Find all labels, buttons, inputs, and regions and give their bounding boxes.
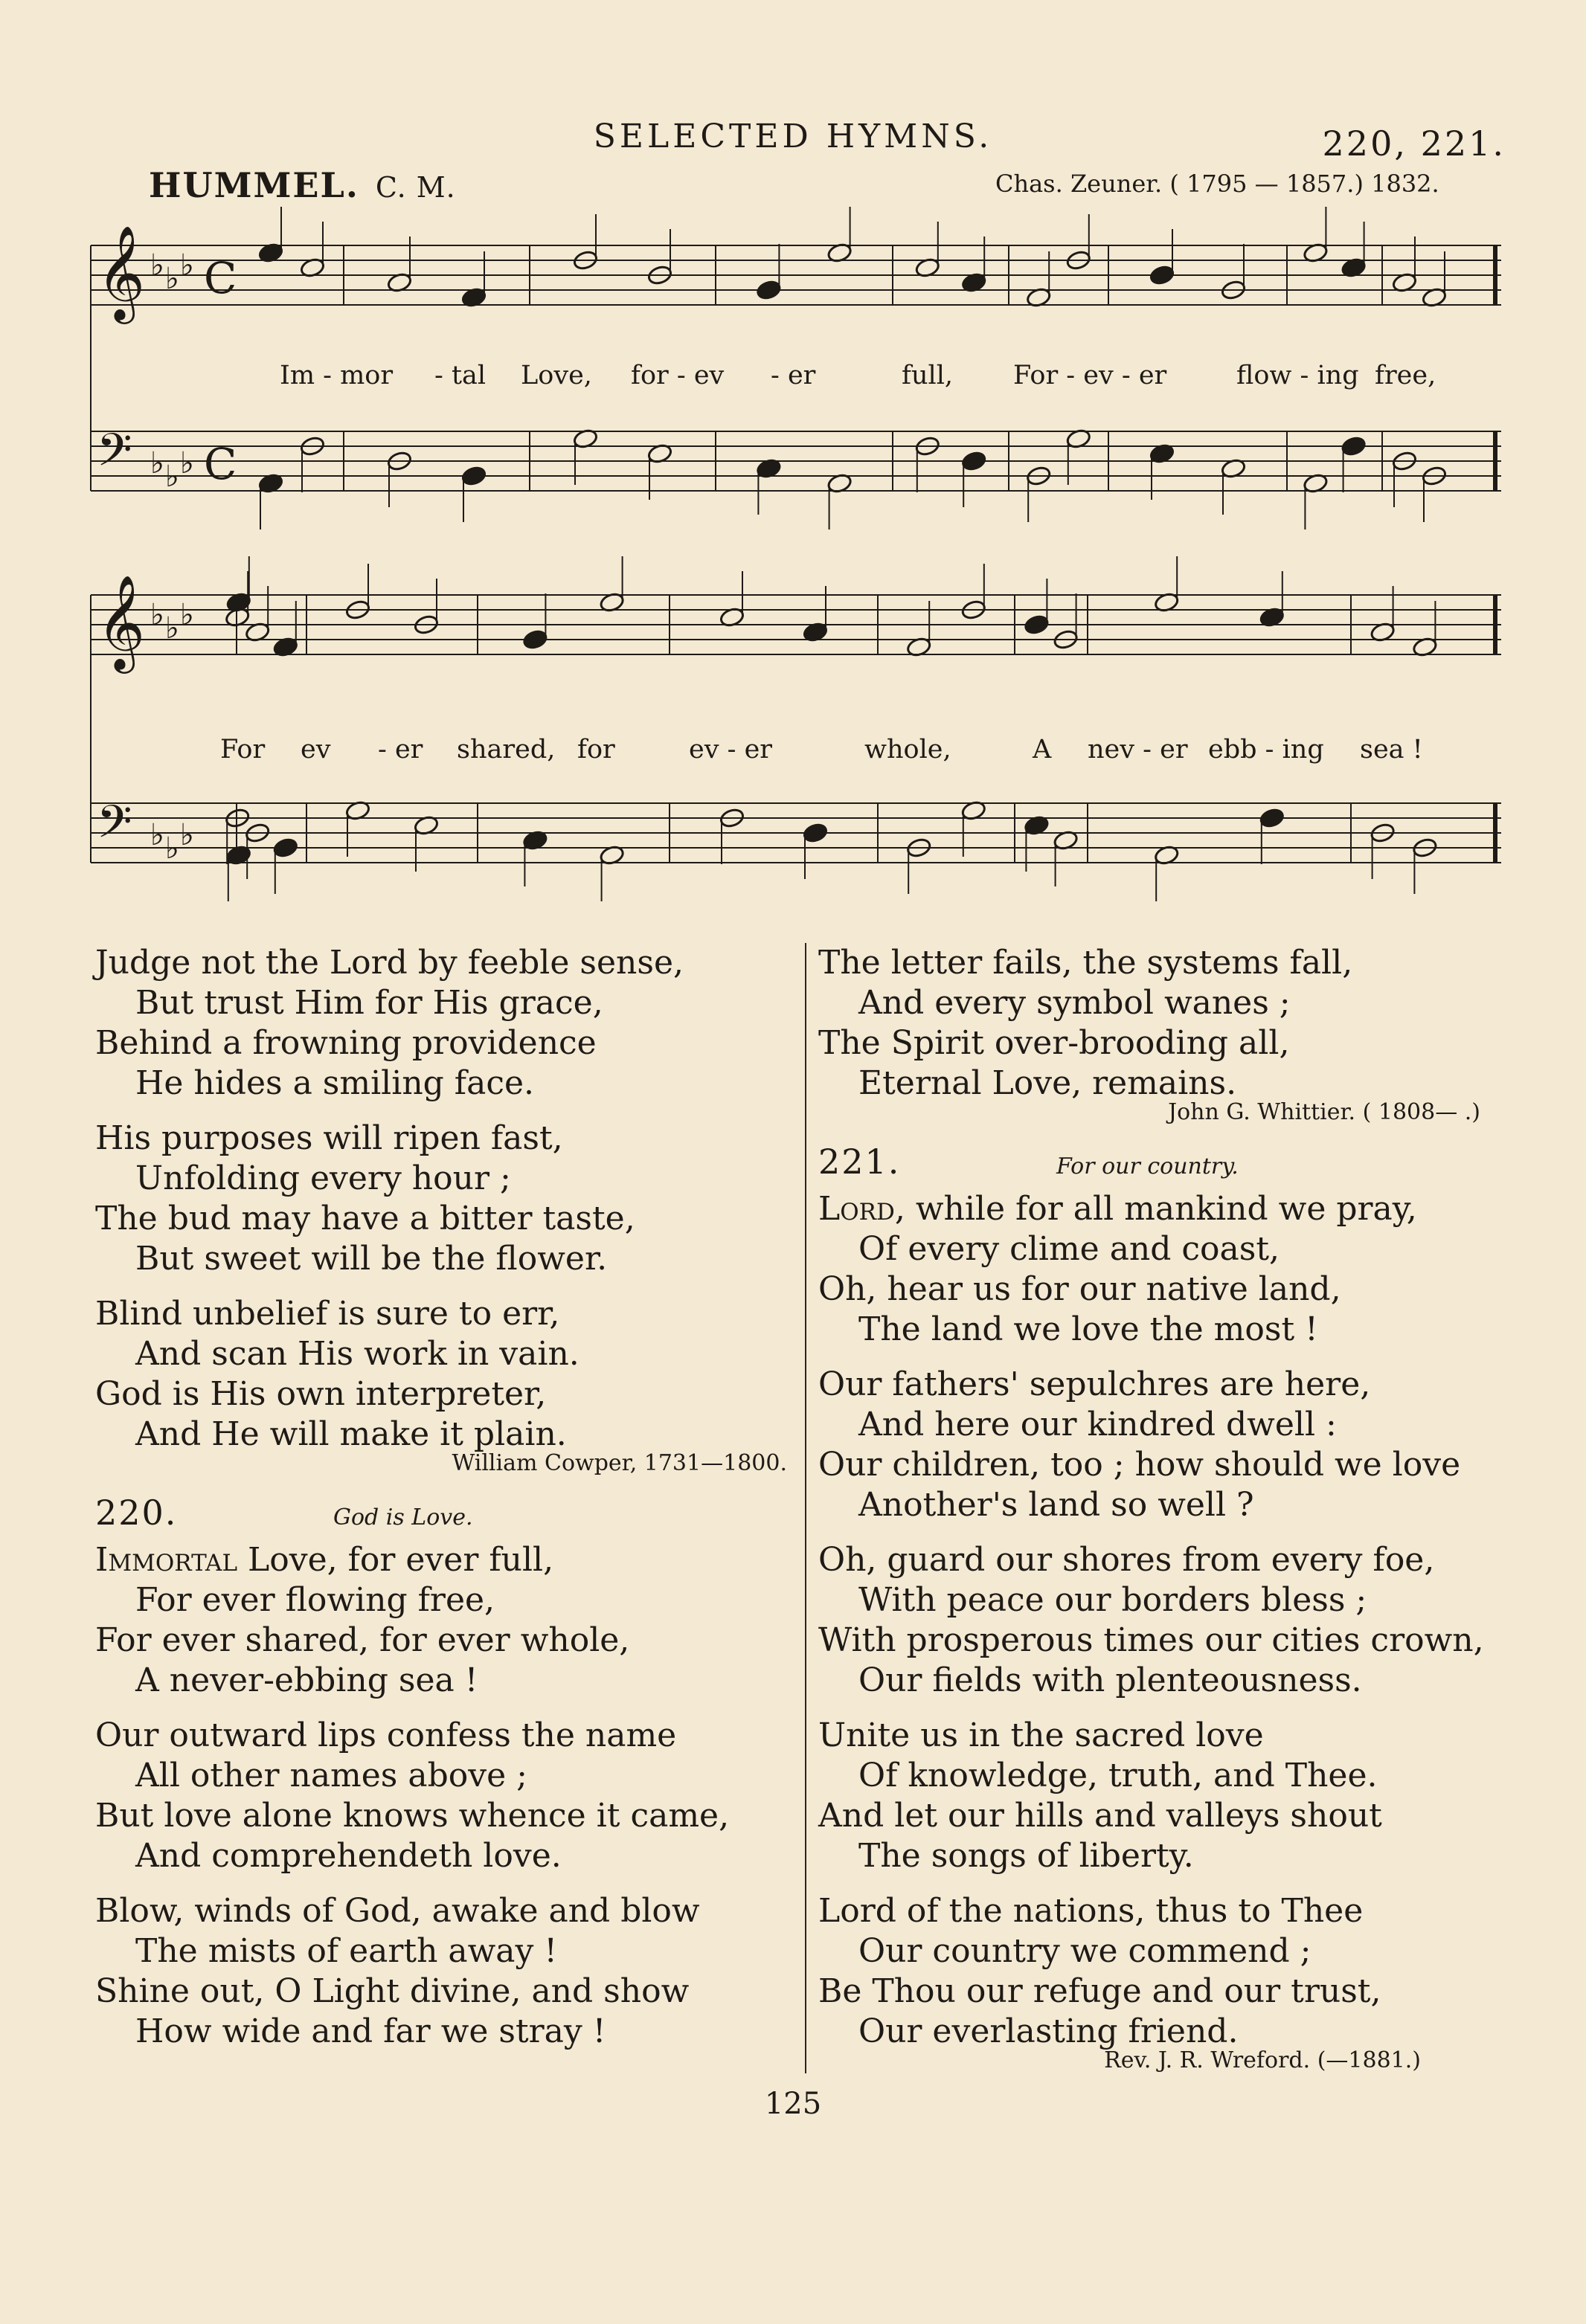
verse-line: Judge not the Lord by feeble sense,: [95, 944, 684, 982]
hymn-221-attribution: Rev. J. R. Wreford. (—1881.): [1104, 2047, 1421, 2073]
verse-line: And scan His work in vain.: [135, 1335, 580, 1373]
verse-line: But trust Him for His grace,: [135, 984, 603, 1022]
hymn-220-number: 220.: [95, 1493, 178, 1533]
verse-line: The bud may have a bitter taste,: [95, 1200, 635, 1237]
prev-stanza-3: [95, 1294, 787, 1455]
hymn-221-stanza-1: [818, 1189, 1532, 1350]
verse-line: Eternal Love, remains.: [858, 1064, 1237, 1102]
verse-line: The letter fails, the systems fall,: [818, 944, 1353, 982]
hymn-220-attribution: John G. Whittier. ( 1808— .): [1168, 1099, 1480, 1125]
verse-line: Of knowledge, truth, and Thee.: [858, 1757, 1378, 1794]
verse-line: Blow, winds of God, awake and blow: [95, 1892, 700, 1930]
verse-line: A never-ebbing sea !: [135, 1661, 478, 1699]
verse-line: How wide and far we stray !: [135, 2012, 606, 2050]
verse-line: The songs of liberty.: [858, 1837, 1194, 1875]
verse-line: The land we love the most !: [858, 1310, 1318, 1348]
hymn-numbers: 220, 221.: [1322, 123, 1506, 164]
hymn-221-subtitle: For our country.: [1056, 1153, 1239, 1179]
note-head: [460, 465, 487, 486]
verse-line: Another's land so well ?: [858, 1486, 1254, 1524]
verse-line: Our outward lips confess the name: [95, 1716, 677, 1754]
first-line-rest: while for all mankind we pray,: [905, 1190, 1417, 1228]
composer-credit: Chas. Zeuner. ( 1795 — 1857.) 1832.: [995, 170, 1439, 198]
lyric-s2-10: sea !: [1360, 735, 1423, 765]
common-time-icon: C: [204, 253, 237, 303]
flat-icon: ♭: [180, 818, 194, 852]
lyric-s1-0: Im - mor: [280, 361, 394, 390]
verse-line: Lord of the nations, thus to Thee: [818, 1892, 1364, 1930]
verse-line: For ever flowing free,: [135, 1581, 495, 1619]
verse-line: [818, 1189, 1532, 1229]
verse-line: His purposes will ripen fast,: [95, 1119, 563, 1157]
lyric-s2-8: nev - er: [1088, 735, 1188, 765]
common-time-icon: C: [204, 439, 237, 489]
treble-clef-icon: 𝄞: [97, 225, 146, 320]
verse-line: Blind unbelief is sure to err,: [95, 1295, 560, 1333]
flat-icon: ♭: [180, 446, 194, 480]
music-score: [0, 0, 1586, 922]
hymn-220-stanza-2: [95, 1716, 787, 1876]
first-word: Lord,: [818, 1190, 905, 1228]
lyric-s2-5: ev - er: [689, 735, 773, 765]
note-head: [1149, 264, 1175, 286]
verse-line: With peace our borders bless ;: [858, 1581, 1367, 1619]
lyric-s2-2: - er: [378, 735, 423, 765]
lyric-s1-2: Love,: [521, 361, 592, 390]
flat-icon: ♭: [180, 248, 194, 283]
left-column: [95, 943, 787, 2067]
verse-line: Behind a frowning providence: [95, 1024, 597, 1062]
hymn-221-stanza-5: [818, 1891, 1532, 2052]
verse-line: And let our hills and valleys shout: [818, 1797, 1382, 1835]
tune-meter: C. M.: [375, 171, 456, 204]
flat-icon: ♭: [165, 831, 179, 866]
verse-line: Oh, hear us for our native land,: [818, 1270, 1341, 1308]
verse-line: [95, 1540, 787, 1580]
hymn-220-stanza-4: [818, 943, 1532, 1104]
lyric-s1-4: - er: [771, 361, 816, 390]
verse-line: With prosperous times our cities crown,: [818, 1621, 1484, 1659]
lyric-s1-1: - tal: [434, 361, 487, 390]
verse-line: God is His own interpreter,: [95, 1375, 547, 1413]
running-head: SELECTED HYMNS.: [593, 118, 993, 155]
hymn-220-stanza-3: [95, 1891, 787, 2052]
lyric-s2-6: whole,: [864, 735, 951, 765]
note-head: [272, 837, 298, 858]
flat-icon: ♭: [150, 818, 164, 852]
verse-line: And He will make it plain.: [135, 1415, 567, 1453]
flat-icon: ♭: [150, 248, 164, 283]
hymn-221-heading: [818, 1142, 1532, 1182]
right-column: [818, 943, 1532, 2090]
hymn-221-stanza-2: [818, 1365, 1532, 1525]
verse-line: For ever shared, for ever whole,: [95, 1621, 630, 1659]
note-head: [1259, 807, 1285, 828]
lyric-s2-9: ebb - ing: [1208, 735, 1324, 765]
hymn-220-heading: [95, 1493, 787, 1533]
lyric-s2-0: For: [220, 735, 266, 765]
flat-icon: ♭: [150, 598, 164, 632]
verse-line: Oh, guard our shores from every foe,: [818, 1541, 1435, 1579]
verse-line: Be Thou our refuge and our trust,: [818, 1972, 1381, 2010]
lyric-s1-6: For - ev - er: [1013, 361, 1167, 390]
note-head: [961, 450, 987, 471]
verse-line: Our children, too ; how should we love: [818, 1446, 1461, 1484]
bass-clef-icon: 𝄢: [97, 796, 132, 860]
verse-line: And every symbol wanes ;: [858, 984, 1291, 1022]
note-head: [1024, 614, 1050, 635]
lyric-s2-3: shared,: [457, 735, 556, 765]
note-head: [522, 628, 548, 650]
treble-clef-icon: 𝄞: [97, 574, 146, 669]
first-line-rest: Love, for ever full,: [237, 1541, 554, 1579]
verse-line: Our fathers' sepulchres are here,: [818, 1365, 1371, 1403]
prev-stanza-1: [95, 943, 787, 1104]
verse-line: Of every clime and coast,: [858, 1230, 1280, 1268]
lyric-s2-4: for: [577, 735, 615, 765]
note-head: [802, 822, 828, 843]
lyric-s1-3: for - ev: [631, 361, 725, 390]
prev-stanza-2: [95, 1118, 787, 1279]
verse-line: Unite us in the sacred love: [818, 1716, 1264, 1754]
verse-line: Our country we commend ;: [858, 1932, 1312, 1970]
verse-line: Shine out, O Light divine, and show: [95, 1972, 690, 2010]
flat-icon: ♭: [165, 611, 179, 646]
verse-line: The mists of earth away !: [135, 1932, 558, 1970]
lyric-s2-7: A: [1033, 735, 1052, 765]
verse-line: And comprehendeth love.: [135, 1837, 562, 1875]
flat-icon: ♭: [165, 262, 179, 296]
lyric-s1-7: flow - ing: [1236, 361, 1359, 390]
lyric-s2-1: ev: [301, 735, 331, 765]
verse-line: But sweet will be the flower.: [135, 1240, 608, 1278]
note-head: [1341, 435, 1367, 457]
prev-attribution: William Cowper, 1731—1800.: [452, 1450, 787, 1476]
flat-icon: ♭: [180, 598, 194, 632]
hymn-220-subtitle: God is Love.: [333, 1504, 473, 1530]
first-word: Immortal: [95, 1541, 238, 1579]
lyric-s1-8: free,: [1375, 361, 1436, 390]
hymn-220-stanza-1: [95, 1540, 787, 1701]
verse-line: Our everlasting friend.: [858, 2012, 1239, 2050]
verse-line: He hides a smiling face.: [135, 1064, 534, 1102]
verse-line: And here our kindred dwell :: [858, 1406, 1337, 1443]
column-divider: [805, 943, 806, 2073]
page-number: 125: [764, 2087, 822, 2121]
verse-line: Our fields with plenteousness.: [858, 1661, 1362, 1699]
tune-name: HUMMEL.: [149, 165, 359, 205]
lyric-s1-5: full,: [902, 361, 954, 390]
hymn-221-number: 221.: [818, 1142, 901, 1182]
hymn-221-stanza-3: [818, 1540, 1532, 1701]
hymn-221-stanza-4: [818, 1716, 1532, 1876]
verse-line: Unfolding every hour ;: [135, 1159, 511, 1197]
note-head: [756, 279, 782, 300]
verse-line: The Spirit over-brooding all,: [818, 1024, 1290, 1062]
verse-line: All other names above ;: [135, 1757, 527, 1794]
bass-clef-icon: 𝄢: [97, 424, 132, 488]
verse-line: But love alone knows whence it came,: [95, 1797, 730, 1835]
flat-icon: ♭: [150, 446, 164, 480]
flat-icon: ♭: [165, 460, 179, 494]
